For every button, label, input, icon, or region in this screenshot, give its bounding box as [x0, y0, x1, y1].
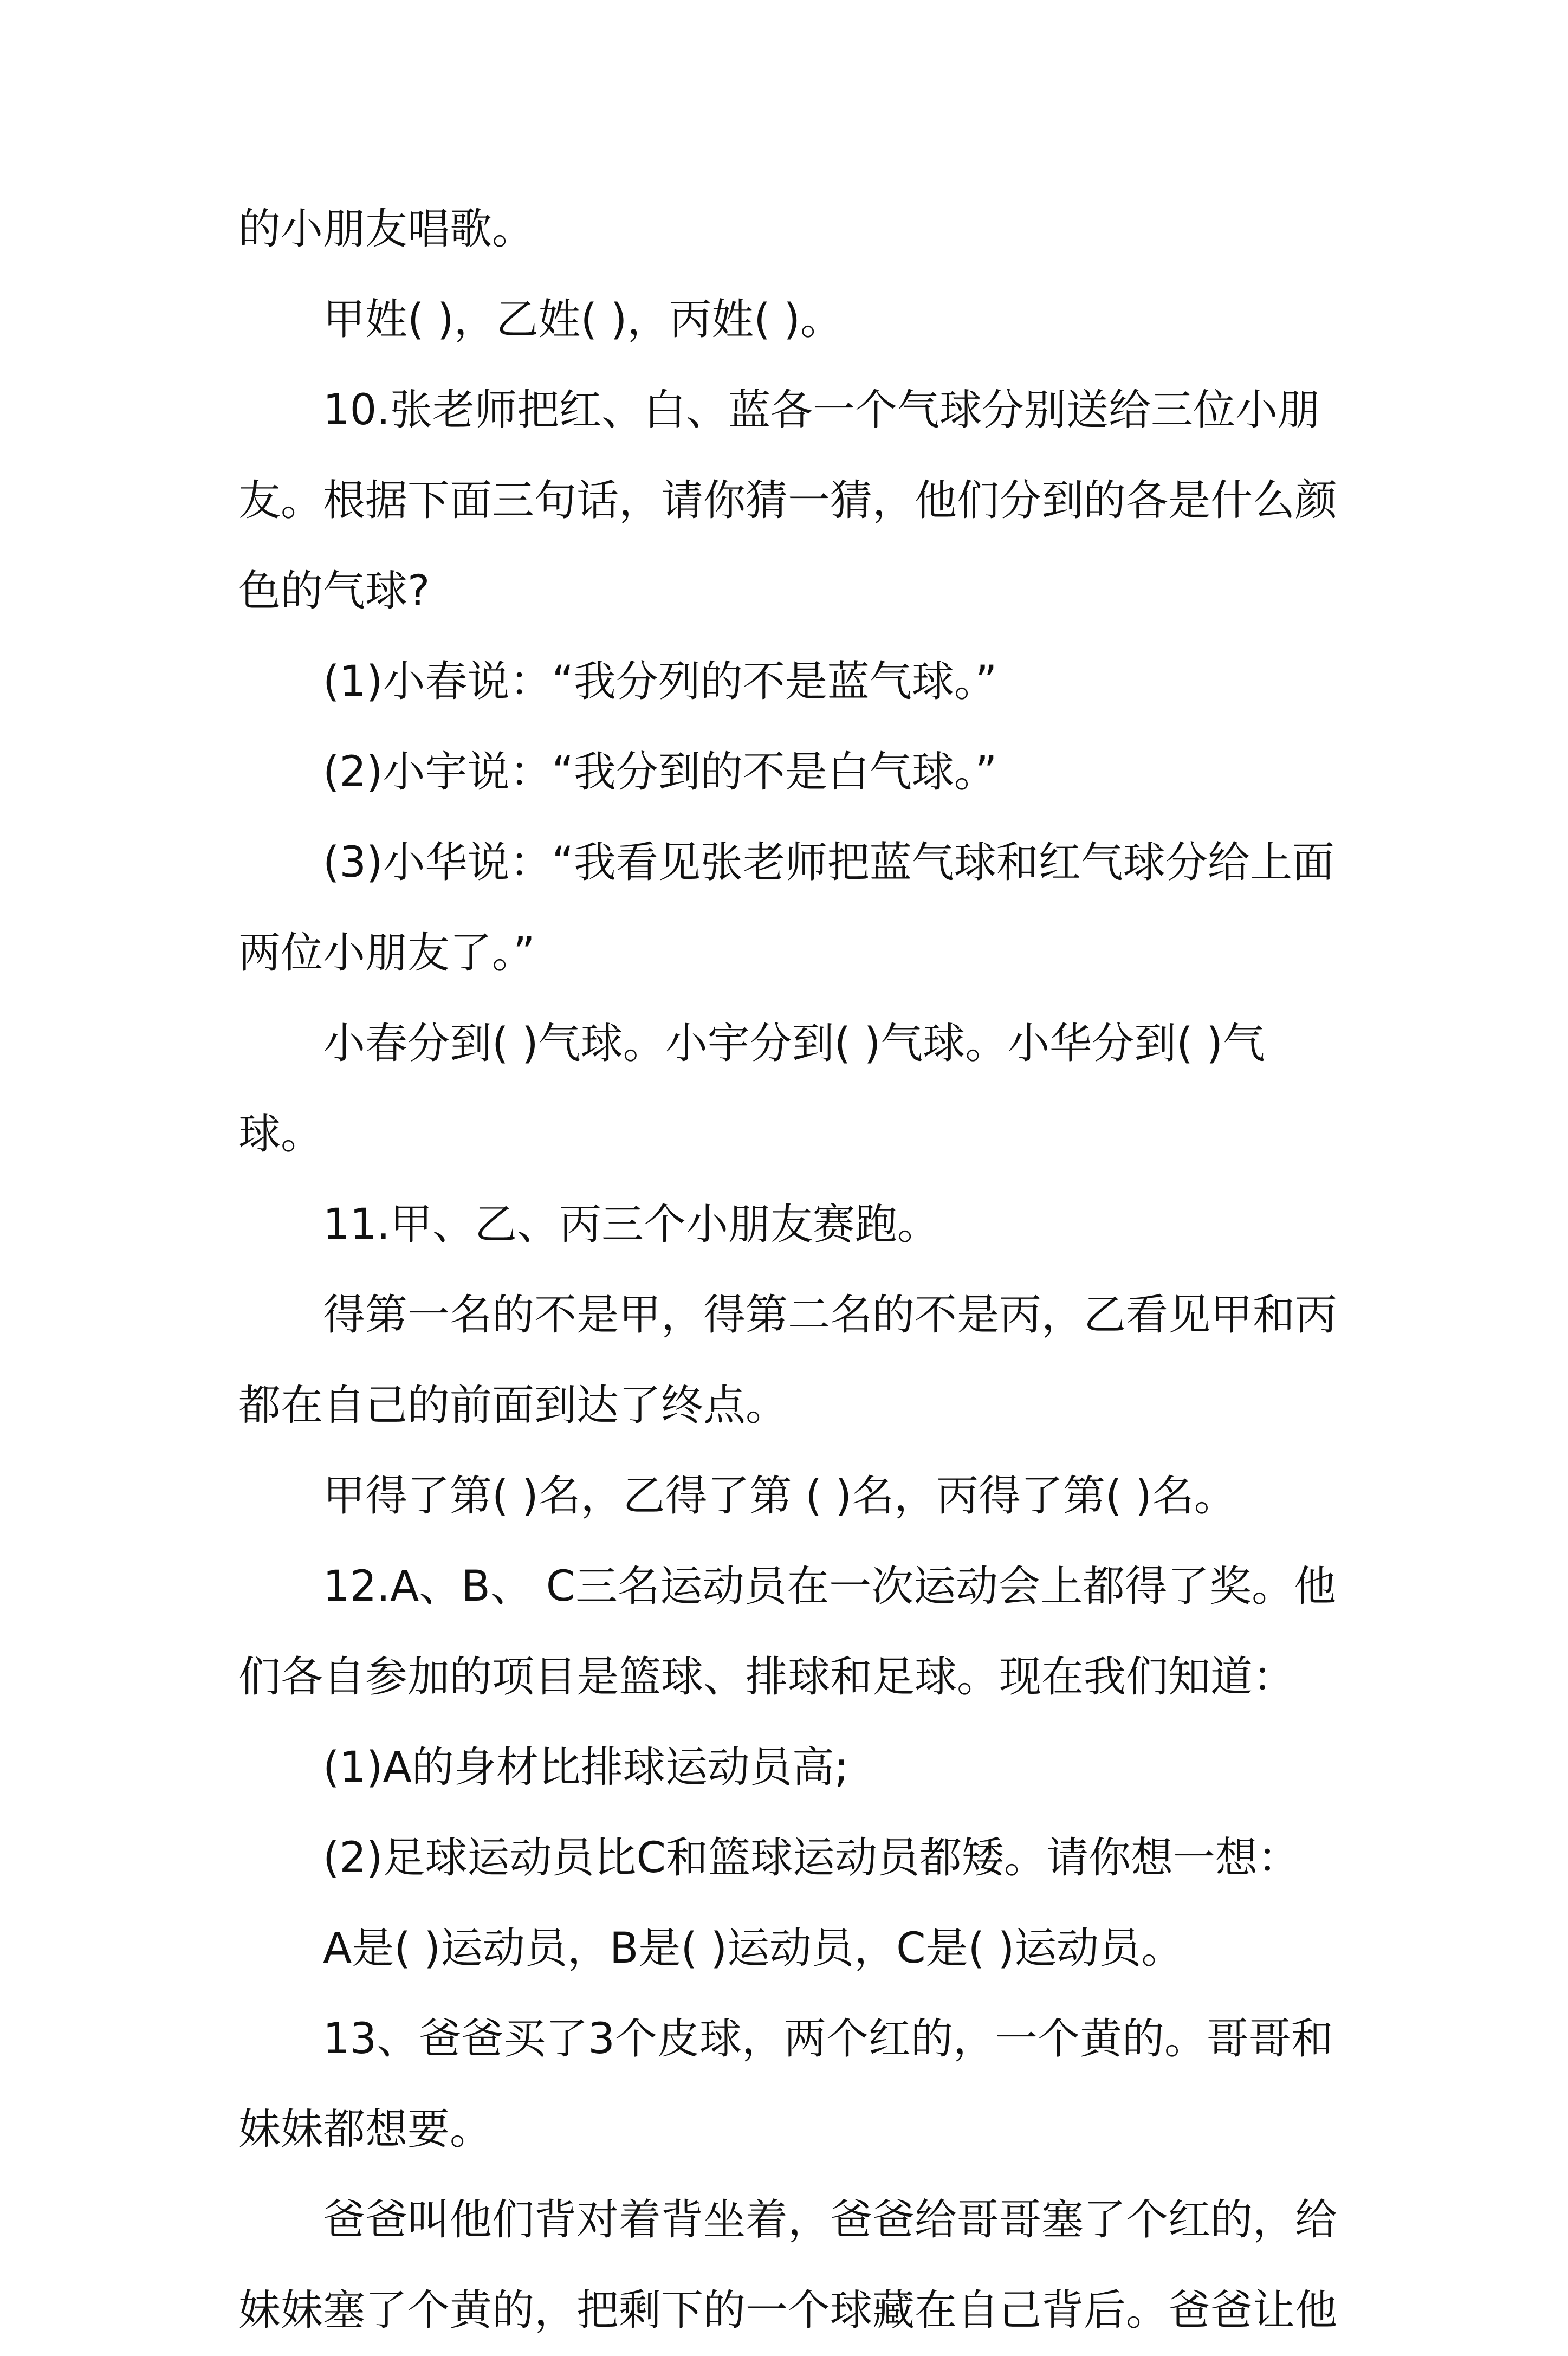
question-11-line: 11.甲、乙、丙三个小朋友赛跑。: [323, 1200, 940, 1249]
question-13-line: 13、爸爸买了3个皮球，两个红的，一个黄的。哥哥和: [323, 2015, 1333, 2063]
text-line: 甲得了第( )名，乙得了第 ( )名，丙得了第( )名。: [323, 1472, 1236, 1520]
text-line: (1)A的身材比排球运动员高;: [323, 1743, 849, 1792]
text-line: (3)小华说：“我看见张老师把蓝气球和红气球分给上面: [323, 838, 1334, 887]
text-line: (2)小宇说：“我分到的不是白气球。”: [323, 748, 997, 797]
text-line: 甲姓( )，乙姓( )，丙姓( )。: [323, 295, 843, 344]
text-line: 们各自参加的项目是篮球、排球和足球。现在我们知道：: [238, 1653, 1295, 1701]
text-line: A是( )运动员，B是( )运动员，C是( )运动员。: [323, 1924, 1184, 1973]
text-line: 爸爸叫他们背对着背坐着，爸爸给哥哥塞了个红的，给: [323, 2196, 1338, 2244]
text-line: 得第一名的不是甲，得第二名的不是丙，乙看见甲和丙: [323, 1291, 1338, 1339]
document-body: [238, 184, 1344, 2356]
question-12-line: 12.A、B、 C三名运动员在一次运动会上都得了奖。他: [323, 1562, 1337, 1611]
text-line: 友。根据下面三句话，请你猜一猜，他们分到的各是什么颜: [238, 476, 1338, 525]
text-line: 小春分到( )气球。小宇分到( )气球。小华分到( )气: [323, 1019, 1265, 1068]
text-line: (2)足球运动员比C和篮球运动员都矮。请你想一想：: [323, 1834, 1300, 1882]
text-line: 两位小朋友了。”: [238, 929, 535, 978]
text-line: 妹妹都想要。: [238, 2105, 493, 2154]
question-10-line: 10.张老师把红、白、蓝各一个气球分别送给三位小朋: [323, 386, 1320, 435]
text-line: 的小朋友唱歌。: [238, 205, 535, 254]
text-line: 球。: [238, 1110, 323, 1158]
text-line: 色的气球?: [238, 567, 430, 616]
text-line: 妹妹塞了个黄的，把剩下的一个球藏在自己背后。爸爸让他: [238, 2286, 1338, 2335]
text-line: (1)小春说：“我分列的不是蓝气球。”: [323, 657, 997, 706]
text-line: 都在自己的前面到达了终点。: [238, 1381, 788, 1430]
